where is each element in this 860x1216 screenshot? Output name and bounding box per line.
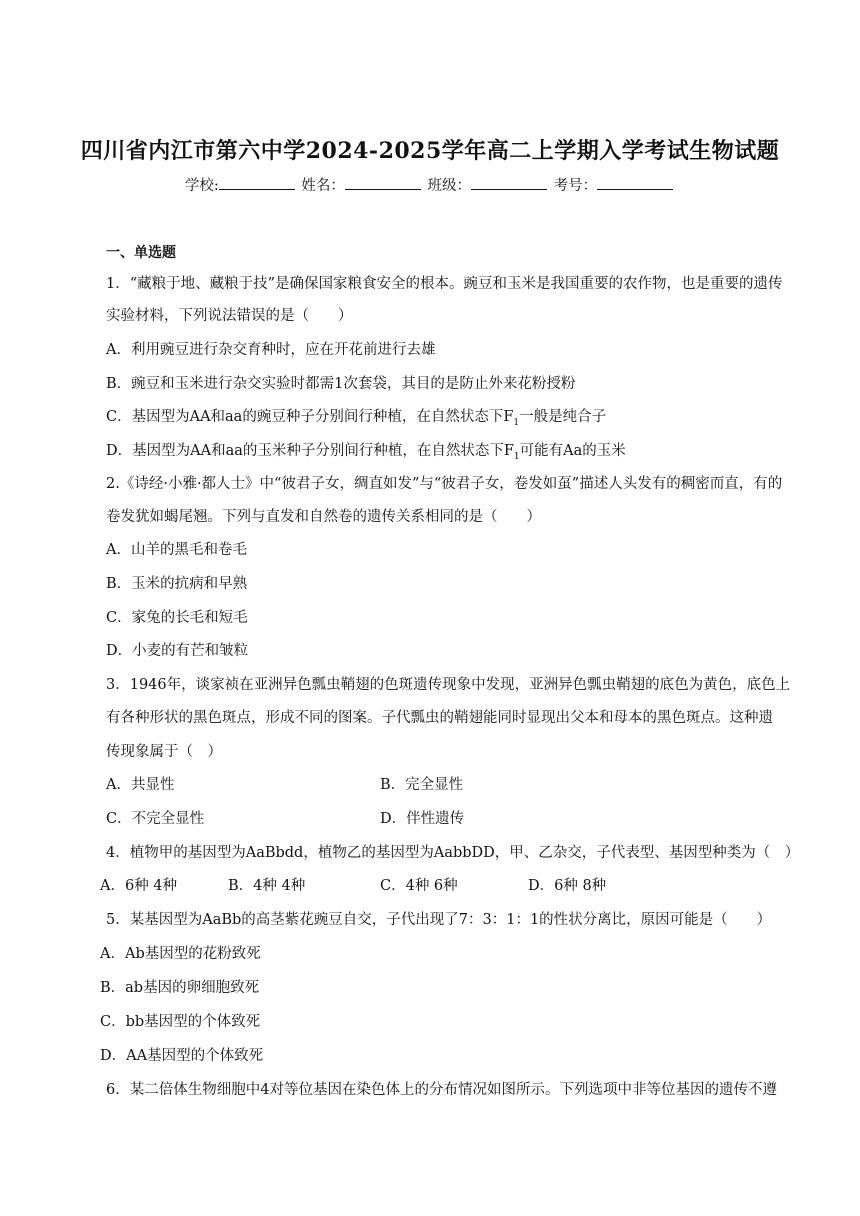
page-title: 四川省内江市第六中学2024-2025学年高二上学期入学考试生物试题 [80, 138, 780, 164]
section-title: 一、单选题 [106, 245, 176, 261]
q5-option-b: B．ab基因的卵细胞致死 [100, 980, 260, 996]
q2-stem-line-1: 2.《诗经·小雅·都人士》中“彼君子女，绸直如发”与“彼君子女，卷发如虿”描述人头发有的稠密而直，有的 [106, 476, 783, 492]
q1-option-a: A．利用豌豆进行杂交育种时，应在开花前进行去雄 [106, 342, 436, 358]
q4-stem-line-1: 4．植物甲的基因型为AaBbdd，植物乙的基因型为AabbDD，甲、乙杂交，子代表型、基因型种类为（ ） [106, 845, 800, 861]
q5-option-c: C．bb基因型的个体致死 [100, 1014, 261, 1030]
number-label: 考号： [553, 178, 598, 194]
q3-stem-line-1: 3．1946年，谈家祯在亚洲异色瓢虫鞘翅的色斑遗传现象中发现，亚洲异色瓢虫鞘翅的底色为黄色，底色上 [106, 677, 791, 693]
number-blank [597, 177, 673, 190]
q2-option-c: C．家兔的长毛和短毛 [106, 610, 248, 626]
q3-stem-line-3: 传现象属于（ ） [106, 744, 222, 760]
q5-stem-line-1: 5．某基因型为AaBb的高茎紫花豌豆自交，子代出现了7：3：1：1的性状分离比，原因可能是（ ） [106, 912, 772, 928]
q2-option-d: D．小麦的有芒和皱粒 [106, 643, 249, 659]
class-blank [471, 177, 547, 190]
q2-stem-line-2: 卷发犹如蝎尾翘。下列与直发和自然卷的遗传关系相同的是（ ） [106, 509, 541, 525]
q4-option-c: C．4种 6种 [380, 878, 458, 894]
school-blank [219, 177, 295, 190]
school-label: 学校: [184, 178, 219, 194]
q3-option-a: A．共显性 [106, 777, 175, 793]
q3-option-b: B．完全显性 [380, 777, 464, 793]
q3-option-d: D．伴性遗传 [380, 811, 465, 827]
q4-option-b: B．4种 4种 [228, 878, 306, 894]
q5-option-a: A．Ab基因型的花粉致死 [100, 946, 261, 962]
student-info-row [0, 174, 860, 195]
class-label: 班级： [427, 178, 471, 194]
q6-stem-line-1: 6．某二倍体生物细胞中4对等位基因在染色体上的分布情况如图所示。下列选项中非等位基因的遗传不遵 [106, 1082, 777, 1098]
q3-stem-line-2: 有各种形状的黑色斑点，形成不同的图案。子代瓢虫的鞘翅能同时显现出父本和母本的黑色斑点。这种遗 [106, 710, 773, 726]
q2-option-b: B．玉米的抗病和早熟 [106, 576, 248, 592]
q1-stem-line-1: 1．“藏粮于地、藏粮于技”是确保国家粮食安全的根本。豌豆和玉米是我国重要的农作物，也是重要的遗传 [106, 276, 783, 292]
q4-option-d: D．6种 8种 [528, 878, 607, 894]
q3-option-c: C．不完全显性 [106, 811, 205, 827]
q5-option-d: D．AA基因型的个体致死 [100, 1048, 264, 1064]
name-blank [345, 177, 421, 190]
q1-stem-line-2: 实验材料，下列说法错误的是（ ） [106, 308, 353, 324]
q2-option-a: A．山羊的黑毛和卷毛 [106, 542, 247, 558]
q1-option-d: D．基因型为AA和aa的玉米种子分别间行种植，在自然状态下$F_1$可能有Aa的玉米 [106, 443, 626, 462]
q4-option-a: A．6种 4种 [100, 878, 178, 894]
q1-option-c: C．基因型为AA和aa的豌豆种子分别间行种植，在自然状态下$F_1$一般是纯合子 [106, 409, 607, 428]
q1-option-b: B．豌豆和玉米进行杂交实验时都需1次套袋，其目的是防止外来花粉授粉 [106, 376, 576, 392]
name-label: 姓名： [301, 178, 345, 194]
